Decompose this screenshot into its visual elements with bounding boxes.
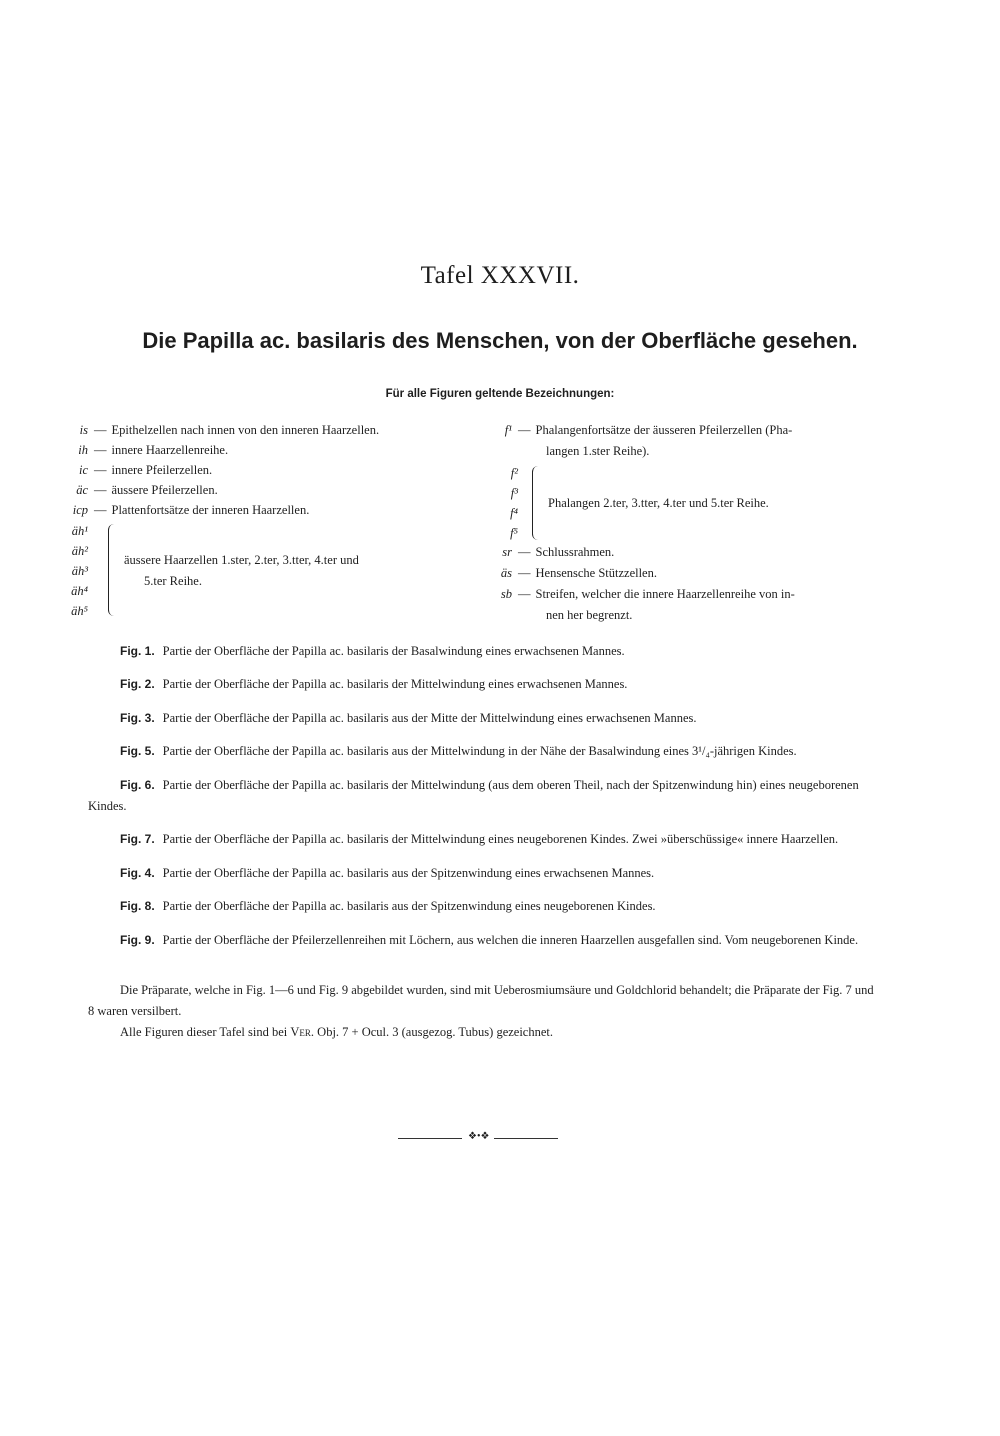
figure-caption (88, 896, 882, 917)
legend-item: sb — Streifen, welcher die innere Haarzellenreihe von in- nen her begrenzt. (488, 584, 873, 626)
legend-abbr: äh⁴ (71, 584, 88, 598)
note-text: Obj. 7 + Ocul. 3 (ausgezog. Tubus) gezeichnet. (314, 1025, 553, 1039)
legend-abbr: f³ (510, 486, 518, 500)
legend-item: icp — Plattenfortsätze der inneren Haarzellen. (50, 500, 309, 520)
preparation-notes (88, 980, 882, 1043)
page-title: Die Papilla ac. basilaris des Menschen, von der Oberfläche gesehen. (142, 328, 858, 353)
legend-abbr: f⁴ (510, 506, 518, 520)
legend-group-text (124, 550, 359, 592)
note-name: Ver. (290, 1025, 315, 1039)
legend-abbr: äh³ (71, 564, 88, 578)
legend-abbr: äh⁵ (71, 604, 88, 618)
legend-item: ic — innere Pfeilerzellen. (50, 460, 212, 480)
figure-caption (88, 674, 882, 695)
legend-abbr: is (79, 423, 88, 437)
figure-label: Fig. 1. (120, 643, 155, 658)
legend-group-text: Phalangen 2.ter, 3.tter, 4.ter und 5.ter Reihe. (548, 496, 769, 510)
legend-text: Phalangenfortsätze der äusseren Pfeilerzellen (Pha- (535, 423, 793, 437)
legend-group-abbrs (488, 463, 518, 543)
legend-text: langen 1.ster Reihe). (546, 444, 650, 458)
note-paragraph: Die Präparate, welche in Fig. 1—6 und Fig. 9 abgebildet wurden, sind mit Ueberosmiumsäure und Goldchlorid behandelt; die Präparate der Fig. 7 und 8 waren versilbert. (88, 983, 874, 1018)
legend-item: äc — äussere Pfeilerzellen. (50, 480, 218, 500)
note-paragraph (88, 1022, 882, 1043)
legend-text: Schlussrahmen. (535, 545, 615, 559)
figure-caption (88, 829, 882, 850)
legend-heading: Für alle Figuren geltende Bezeichnungen: (385, 388, 615, 400)
legend-item: f¹ — Phalangenfortsätze der äusseren Pfeilerzellen (Pha- langen 1.ster Reihe). (488, 420, 873, 462)
legend-text: äussere Pfeilerzellen. (111, 483, 218, 497)
legend-text: Hensensche Stützzellen. (535, 566, 657, 580)
figure-caption (88, 930, 882, 951)
figure-label: Fig. 6. (120, 777, 155, 792)
figure-label: Fig. 4. (120, 865, 155, 880)
figure-label: Fig. 9. (120, 932, 155, 947)
legend-text: innere Haarzellenreihe. (111, 443, 229, 457)
legend-text: Streifen, welcher die innere Haarzellenreihe von in- (535, 587, 795, 601)
legend-item: sr — Schlussrahmen. (488, 542, 873, 563)
legend-abbr: äh¹ (71, 524, 88, 538)
figure-text: Partie der Oberfläche der Papilla ac. basilaris aus der Mitte der Mittelwindung eines erwachsenen Mannes. (162, 710, 697, 725)
legend-text: Epithelzellen nach innen von den inneren Haarzellen. (111, 423, 380, 437)
figure-text: Partie der Oberfläche der Papilla ac. basilaris aus der Mittelwindung in der Nähe der Basalwindung eines 3¹/₄-jährigen Kindes. (162, 744, 797, 758)
legend-abbr: ic (78, 463, 88, 477)
figure-label: Fig. 7. (120, 832, 155, 846)
legend-abbr: ih (78, 443, 88, 457)
legend-abbr: icp (72, 503, 88, 517)
figure-label: Fig. 3. (120, 710, 155, 725)
figure-caption (88, 775, 882, 817)
legend-text: äussere Haarzellen 1.ster, 2.ter, 3.tter, 4.ter und (124, 553, 359, 567)
legend-abbr: äs (500, 566, 512, 580)
legend-abbr: äh² (71, 544, 88, 558)
figure-text: Partie der Oberfläche der Papilla ac. basilaris der Mittelwindung (aus dem oberen Theil, nach der Spitzenwindung hin) eines neugeborenen Kindes. (88, 777, 859, 813)
divider-line (398, 1138, 462, 1139)
legend-abbr: sr (502, 545, 512, 559)
legend-item: is — Epithelzellen nach innen von den inneren Haarzellen. (50, 420, 379, 440)
legend-group-abbrs (50, 521, 88, 621)
legend-abbr: f² (510, 466, 518, 480)
figure-text: Partie der Oberfläche der Papilla ac. basilaris der Mittelwindung eines erwachsenen Mannes. (162, 677, 628, 691)
legend-abbr: f⁵ (510, 526, 518, 540)
divider-line (494, 1138, 558, 1139)
figure-caption (88, 863, 882, 884)
legend-item: äs — Hensensche Stützzellen. (488, 563, 873, 584)
figure-caption (88, 641, 882, 662)
legend-abbr: f¹ (504, 423, 512, 437)
legend-text: 5.ter Reihe. (144, 574, 202, 588)
figure-label: Fig. 8. (120, 899, 155, 913)
figure-caption (88, 708, 882, 729)
plate-title: Tafel XXXVII. (420, 262, 580, 289)
legend-item: ih — innere Haarzellenreihe. (50, 440, 228, 460)
figure-captions (88, 628, 882, 957)
note-text: Alle Figuren dieser Tafel sind bei (120, 1025, 291, 1039)
figure-label: Fig. 2. (120, 677, 155, 691)
figure-text: Partie der Oberfläche der Papilla ac. basilaris der Mittelwindung eines neugeborenen Kindes. Zwei »überschüssige« innere Haarzellen. (162, 832, 839, 846)
ornament-divider (398, 1131, 558, 1142)
figure-caption (88, 741, 882, 762)
ornament-icon: ❖•❖ (468, 1131, 490, 1142)
figure-label: Fig. 5. (120, 744, 155, 758)
figure-text: Partie der Oberfläche der Papilla ac. basilaris aus der Spitzenwindung eines neugeborenen Kindes. (162, 899, 656, 913)
legend-abbr: sb (500, 587, 512, 601)
figure-text: Partie der Oberfläche der Papilla ac. basilaris aus der Spitzenwindung eines erwachsenen Mannes. (162, 865, 655, 880)
legend-text: nen her begrenzt. (546, 608, 633, 622)
legend-abbr: äc (76, 483, 88, 497)
figure-text: Partie der Oberfläche der Pfeilerzellenreihen mit Löchern, aus welchen die inneren Haarzellen ausgefallen sind. Vom neugeborenen Kinde. (162, 932, 859, 947)
figure-text: Partie der Oberfläche der Papilla ac. basilaris der Basalwindung eines erwachsenen Mannes. (162, 643, 625, 658)
legend-text: Plattenfortsätze der inneren Haarzellen. (111, 503, 310, 517)
brace (108, 524, 115, 616)
legend-text: innere Pfeilerzellen. (111, 463, 213, 477)
brace (532, 466, 539, 540)
